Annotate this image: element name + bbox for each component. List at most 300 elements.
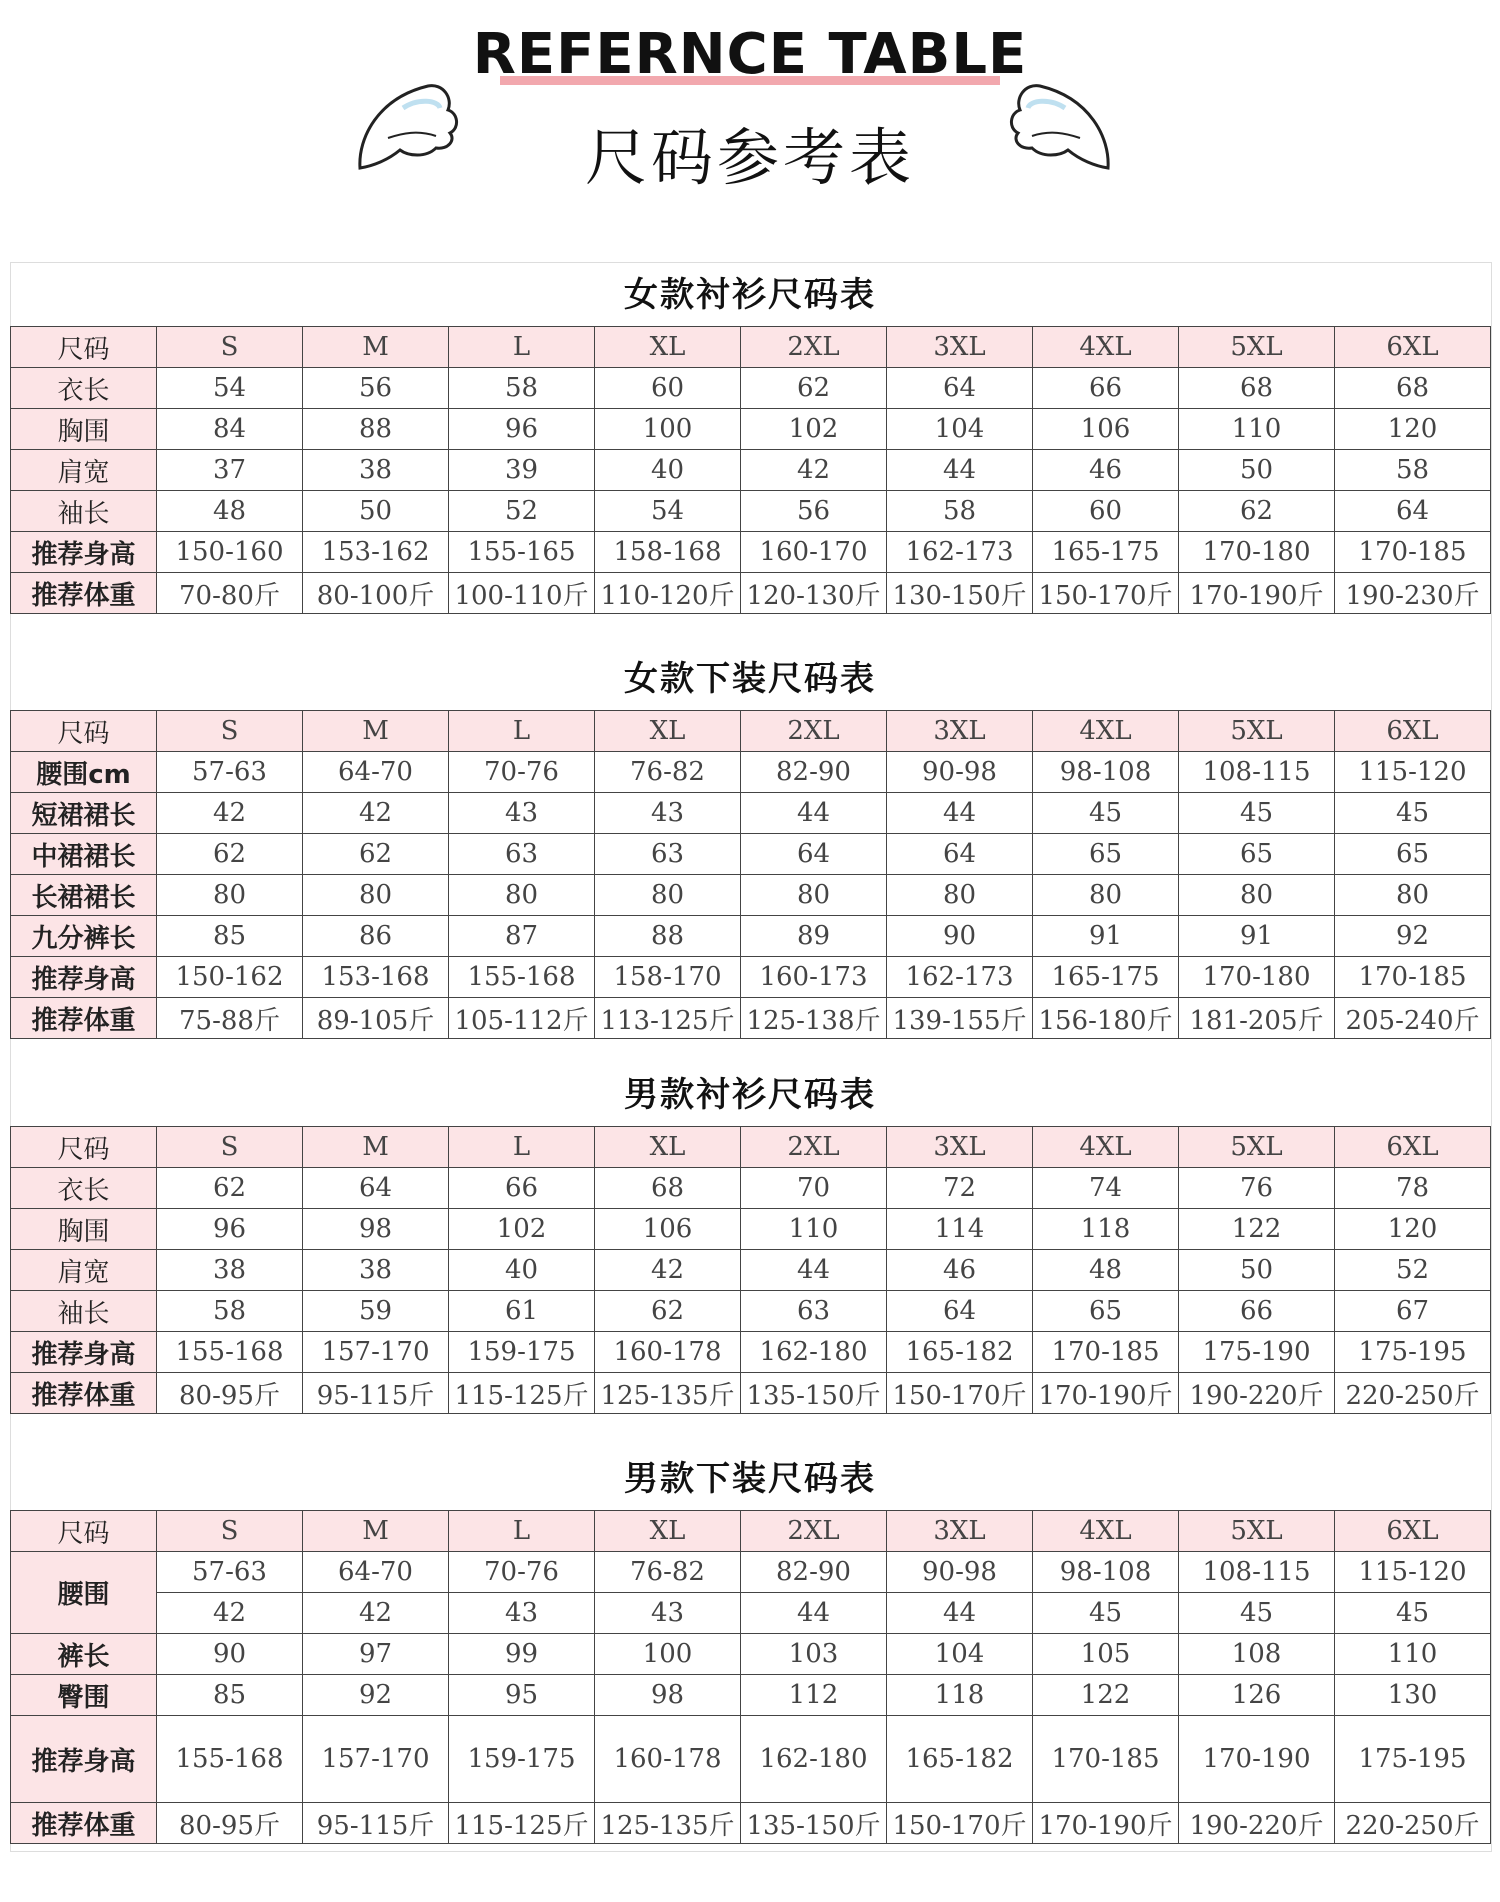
cell: 70 <box>741 1168 887 1209</box>
cell: 160-178 <box>595 1716 741 1803</box>
cell: 80-95斤 <box>157 1373 303 1414</box>
cell: 98 <box>303 1209 449 1250</box>
cell: 102 <box>449 1209 595 1250</box>
size-cell: 3XL <box>887 1511 1033 1552</box>
cell: 80 <box>1335 875 1491 916</box>
cell: 181-205斤 <box>1179 998 1335 1039</box>
cell: 162-173 <box>887 957 1033 998</box>
cell: 170-190 <box>1179 1716 1335 1803</box>
cell: 122 <box>1179 1209 1335 1250</box>
cell: 118 <box>1033 1209 1179 1250</box>
cell: 113-125斤 <box>595 998 741 1039</box>
cell: 40 <box>595 450 741 491</box>
cell: 57-63 <box>157 752 303 793</box>
table-row <box>11 998 1491 1039</box>
size-cell: 4XL <box>1033 1127 1179 1168</box>
cell: 120-130斤 <box>741 573 887 614</box>
cell: 130-150斤 <box>887 573 1033 614</box>
cell: 126 <box>1179 1675 1335 1716</box>
cell: 122 <box>1033 1675 1179 1716</box>
cell: 72 <box>887 1168 1033 1209</box>
row-label: 胸围 <box>11 1209 157 1250</box>
cell: 44 <box>887 1593 1033 1634</box>
size-cell: XL <box>595 1127 741 1168</box>
size-cell: 6XL <box>1335 1511 1491 1552</box>
cell: 45 <box>1335 1593 1491 1634</box>
cell: 80-95斤 <box>157 1803 303 1844</box>
size-cell: S <box>157 1127 303 1168</box>
row-label: 衣长 <box>11 1168 157 1209</box>
cell: 75-88斤 <box>157 998 303 1039</box>
cell: 68 <box>1335 368 1491 409</box>
men-bottom-table <box>10 1510 1491 1844</box>
cell: 62 <box>595 1291 741 1332</box>
cell: 62 <box>1179 491 1335 532</box>
table-row <box>11 916 1491 957</box>
cell: 110-120斤 <box>595 573 741 614</box>
cell: 80 <box>303 875 449 916</box>
cell: 65 <box>1179 834 1335 875</box>
cell: 120 <box>1335 1209 1491 1250</box>
right-wing-icon <box>990 78 1120 178</box>
row-label: 腰围 <box>11 1552 157 1634</box>
size-cell: M <box>303 1127 449 1168</box>
size-cell: M <box>303 327 449 368</box>
cell: 87 <box>449 916 595 957</box>
size-cell: L <box>449 1511 595 1552</box>
cell: 165-182 <box>887 1332 1033 1373</box>
cell: 115-120 <box>1335 1552 1491 1593</box>
cell: 84 <box>157 409 303 450</box>
women-top-title: 女款衬衫尺码表 <box>624 275 876 315</box>
men-top-title: 男款衬衫尺码表 <box>624 1075 876 1115</box>
size-header-label: 尺码 <box>11 1511 157 1552</box>
english-title: REFERNCE TABLE <box>472 22 1028 87</box>
cell: 95 <box>449 1675 595 1716</box>
cell: 68 <box>595 1168 741 1209</box>
cell: 64 <box>303 1168 449 1209</box>
row-label: 推荐体重 <box>11 1373 157 1414</box>
cell: 100 <box>595 1634 741 1675</box>
table-row <box>11 573 1491 614</box>
cell: 135-150斤 <box>741 1803 887 1844</box>
table-row <box>11 368 1491 409</box>
cell: 44 <box>741 1593 887 1634</box>
cell: 165-175 <box>1033 532 1179 573</box>
cell: 95-115斤 <box>303 1803 449 1844</box>
size-cell: 5XL <box>1179 1511 1335 1552</box>
size-cell: 5XL <box>1179 327 1335 368</box>
cell: 89-105斤 <box>303 998 449 1039</box>
cell: 80 <box>449 875 595 916</box>
cell: 105 <box>1033 1634 1179 1675</box>
cell: 98-108 <box>1033 1552 1179 1593</box>
cell: 46 <box>887 1250 1033 1291</box>
cell: 139-155斤 <box>887 998 1033 1039</box>
cell: 150-170斤 <box>887 1803 1033 1844</box>
cell: 110 <box>1335 1634 1491 1675</box>
cell: 190-220斤 <box>1179 1373 1335 1414</box>
row-label: 短裙裙长 <box>11 793 157 834</box>
size-cell: 5XL <box>1179 711 1335 752</box>
cell: 106 <box>595 1209 741 1250</box>
row-label: 九分裤长 <box>11 916 157 957</box>
men-bottom-section <box>10 1448 1490 1844</box>
page-header <box>0 0 1500 260</box>
cell: 150-162 <box>157 957 303 998</box>
cell: 100 <box>595 409 741 450</box>
cell: 96 <box>449 409 595 450</box>
cell: 45 <box>1179 1593 1335 1634</box>
cell: 175-195 <box>1335 1716 1491 1803</box>
cell: 44 <box>741 1250 887 1291</box>
cell: 155-165 <box>449 532 595 573</box>
cell: 65 <box>1033 1291 1179 1332</box>
table-row <box>11 875 1491 916</box>
size-header-row <box>11 1127 1491 1168</box>
cell: 52 <box>449 491 595 532</box>
cell: 65 <box>1335 834 1491 875</box>
cell: 157-170 <box>303 1716 449 1803</box>
cell: 104 <box>887 409 1033 450</box>
cell: 165-182 <box>887 1716 1033 1803</box>
row-label: 腰围cm <box>11 752 157 793</box>
cell: 120 <box>1335 409 1491 450</box>
cell: 42 <box>595 1250 741 1291</box>
cell: 64 <box>887 1291 1033 1332</box>
cell: 118 <box>887 1675 1033 1716</box>
cell: 50 <box>303 491 449 532</box>
size-header-row <box>11 1511 1491 1552</box>
cell: 42 <box>303 793 449 834</box>
cell: 64-70 <box>303 1552 449 1593</box>
men-top-section <box>10 1064 1490 1414</box>
cell: 62 <box>157 1168 303 1209</box>
cell: 110 <box>741 1209 887 1250</box>
women-top-table <box>10 326 1491 614</box>
cell: 88 <box>595 916 741 957</box>
size-cell: 3XL <box>887 711 1033 752</box>
cell: 105-112斤 <box>449 998 595 1039</box>
cell: 86 <box>303 916 449 957</box>
cell: 45 <box>1179 793 1335 834</box>
cell: 114 <box>887 1209 1033 1250</box>
cell: 220-250斤 <box>1335 1803 1491 1844</box>
table-row <box>11 1168 1491 1209</box>
cell: 112 <box>741 1675 887 1716</box>
size-header-label: 尺码 <box>11 327 157 368</box>
cell: 155-168 <box>157 1716 303 1803</box>
cell: 50 <box>1179 1250 1335 1291</box>
cell: 165-175 <box>1033 957 1179 998</box>
women-top-section <box>10 264 1490 614</box>
cell: 115-125斤 <box>449 1373 595 1414</box>
cell: 158-170 <box>595 957 741 998</box>
cell: 66 <box>1179 1291 1335 1332</box>
cell: 108-115 <box>1179 752 1335 793</box>
cell: 90 <box>157 1634 303 1675</box>
size-header-label: 尺码 <box>11 1127 157 1168</box>
table-row <box>11 1250 1491 1291</box>
table-row <box>11 834 1491 875</box>
size-cell: 6XL <box>1335 711 1491 752</box>
cell: 95-115斤 <box>303 1373 449 1414</box>
cell: 170-190斤 <box>1033 1803 1179 1844</box>
row-label: 臀围 <box>11 1675 157 1716</box>
cell: 63 <box>595 834 741 875</box>
cell: 42 <box>741 450 887 491</box>
table-row <box>11 532 1491 573</box>
cell: 54 <box>157 368 303 409</box>
table-row <box>11 1593 1491 1634</box>
cell: 42 <box>303 1593 449 1634</box>
row-label: 推荐体重 <box>11 573 157 614</box>
cell: 99 <box>449 1634 595 1675</box>
cell: 39 <box>449 450 595 491</box>
row-label: 推荐身高 <box>11 532 157 573</box>
cell: 160-178 <box>595 1332 741 1373</box>
cell: 85 <box>157 916 303 957</box>
cell: 80 <box>887 875 1033 916</box>
cell: 48 <box>1033 1250 1179 1291</box>
table-row <box>11 1552 1491 1593</box>
cell: 150-170斤 <box>887 1373 1033 1414</box>
size-header-label: 尺码 <box>11 711 157 752</box>
cell: 98-108 <box>1033 752 1179 793</box>
cell: 106 <box>1033 409 1179 450</box>
cell: 90-98 <box>887 752 1033 793</box>
cell: 170-180 <box>1179 957 1335 998</box>
table-row <box>11 1675 1491 1716</box>
cell: 64-70 <box>303 752 449 793</box>
cell: 70-76 <box>449 1552 595 1593</box>
cell: 37 <box>157 450 303 491</box>
cell: 89 <box>741 916 887 957</box>
table-row <box>11 1803 1491 1844</box>
women-bottom-table <box>10 710 1491 1039</box>
table-row <box>11 957 1491 998</box>
size-cell: S <box>157 327 303 368</box>
cell: 43 <box>449 1593 595 1634</box>
cell: 153-168 <box>303 957 449 998</box>
cell: 57-63 <box>157 1552 303 1593</box>
row-label: 中裙裙长 <box>11 834 157 875</box>
cell: 80 <box>157 875 303 916</box>
cell: 54 <box>595 491 741 532</box>
cell: 46 <box>1033 450 1179 491</box>
cell: 66 <box>449 1168 595 1209</box>
cell: 78 <box>1335 1168 1491 1209</box>
cell: 153-162 <box>303 532 449 573</box>
size-cell: 6XL <box>1335 327 1491 368</box>
cell: 135-150斤 <box>741 1373 887 1414</box>
women-bottom-title: 女款下装尺码表 <box>624 659 876 699</box>
cell: 85 <box>157 1675 303 1716</box>
table-row <box>11 1716 1491 1803</box>
cell: 125-135斤 <box>595 1373 741 1414</box>
cell: 110 <box>1179 409 1335 450</box>
cell: 115-120 <box>1335 752 1491 793</box>
cell: 97 <box>303 1634 449 1675</box>
cell: 80 <box>1033 875 1179 916</box>
cell: 44 <box>887 793 1033 834</box>
cell: 44 <box>741 793 887 834</box>
cell: 42 <box>157 793 303 834</box>
cell: 82-90 <box>741 752 887 793</box>
cell: 44 <box>887 450 1033 491</box>
size-cell: L <box>449 327 595 368</box>
cell: 115-125斤 <box>449 1803 595 1844</box>
cell: 58 <box>157 1291 303 1332</box>
cell: 58 <box>887 491 1033 532</box>
cell: 64 <box>887 368 1033 409</box>
men-top-table <box>10 1126 1491 1414</box>
cell: 64 <box>741 834 887 875</box>
table-row <box>11 752 1491 793</box>
size-cell: M <box>303 1511 449 1552</box>
cell: 160-173 <box>741 957 887 998</box>
cell: 125-138斤 <box>741 998 887 1039</box>
row-label: 胸围 <box>11 409 157 450</box>
size-cell: L <box>449 1127 595 1168</box>
size-header-row <box>11 711 1491 752</box>
row-label: 推荐身高 <box>11 957 157 998</box>
cell: 74 <box>1033 1168 1179 1209</box>
size-cell: 3XL <box>887 1127 1033 1168</box>
cell: 66 <box>1033 368 1179 409</box>
table-row <box>11 1332 1491 1373</box>
row-label: 肩宽 <box>11 450 157 491</box>
left-wing-icon <box>348 78 478 178</box>
cell: 92 <box>1335 916 1491 957</box>
cell: 162-180 <box>741 1332 887 1373</box>
cell: 43 <box>595 793 741 834</box>
cell: 175-190 <box>1179 1332 1335 1373</box>
size-header-row <box>11 327 1491 368</box>
cell: 160-170 <box>741 532 887 573</box>
cell: 100-110斤 <box>449 573 595 614</box>
chinese-title: 尺码参考表 <box>584 121 915 194</box>
cell: 103 <box>741 1634 887 1675</box>
cell: 38 <box>157 1250 303 1291</box>
cell: 155-168 <box>157 1332 303 1373</box>
cell: 125-135斤 <box>595 1803 741 1844</box>
cell: 170-180 <box>1179 532 1335 573</box>
women-bottom-section <box>10 648 1490 1039</box>
cell: 40 <box>449 1250 595 1291</box>
cell: 91 <box>1033 916 1179 957</box>
cell: 61 <box>449 1291 595 1332</box>
size-cell: XL <box>595 327 741 368</box>
cell: 90-98 <box>887 1552 1033 1593</box>
cell: 58 <box>1335 450 1491 491</box>
cell: 64 <box>887 834 1033 875</box>
size-cell: 2XL <box>741 1511 887 1552</box>
cell: 80-100斤 <box>303 573 449 614</box>
cell: 43 <box>595 1593 741 1634</box>
size-cell: XL <box>595 711 741 752</box>
cell: 52 <box>1335 1250 1491 1291</box>
cell: 42 <box>157 1593 303 1634</box>
cell: 155-168 <box>449 957 595 998</box>
cell: 65 <box>1033 834 1179 875</box>
cell: 92 <box>303 1675 449 1716</box>
table-row <box>11 409 1491 450</box>
cell: 62 <box>157 834 303 875</box>
cell: 64 <box>1335 491 1491 532</box>
cell: 170-185 <box>1335 957 1491 998</box>
size-cell: 4XL <box>1033 1511 1179 1552</box>
table-row <box>11 491 1491 532</box>
table-row <box>11 793 1491 834</box>
cell: 56 <box>303 368 449 409</box>
cell: 45 <box>1033 1593 1179 1634</box>
cell: 96 <box>157 1209 303 1250</box>
cell: 150-170斤 <box>1033 573 1179 614</box>
cell: 60 <box>1033 491 1179 532</box>
men-bottom-title: 男款下装尺码表 <box>624 1459 876 1499</box>
cell: 158-168 <box>595 532 741 573</box>
row-label: 推荐体重 <box>11 1803 157 1844</box>
size-cell: M <box>303 711 449 752</box>
cell: 88 <box>303 409 449 450</box>
size-cell: L <box>449 711 595 752</box>
cell: 102 <box>741 409 887 450</box>
cell: 68 <box>1179 368 1335 409</box>
cell: 104 <box>887 1634 1033 1675</box>
cell: 67 <box>1335 1291 1491 1332</box>
cell: 190-220斤 <box>1179 1803 1335 1844</box>
cell: 156-180斤 <box>1033 998 1179 1039</box>
cell: 108-115 <box>1179 1552 1335 1593</box>
cell: 45 <box>1335 793 1491 834</box>
size-cell: S <box>157 711 303 752</box>
cell: 63 <box>449 834 595 875</box>
cell: 38 <box>303 1250 449 1291</box>
cell: 220-250斤 <box>1335 1373 1491 1414</box>
cell: 170-185 <box>1033 1332 1179 1373</box>
cell: 63 <box>741 1291 887 1332</box>
cell: 60 <box>595 368 741 409</box>
cell: 70-80斤 <box>157 573 303 614</box>
cell: 170-190斤 <box>1179 573 1335 614</box>
cell: 150-160 <box>157 532 303 573</box>
size-cell: 2XL <box>741 327 887 368</box>
cell: 190-230斤 <box>1335 573 1491 614</box>
row-label: 推荐体重 <box>11 998 157 1039</box>
table-row <box>11 1373 1491 1414</box>
cell: 170-185 <box>1335 532 1491 573</box>
cell: 98 <box>595 1675 741 1716</box>
cell: 45 <box>1033 793 1179 834</box>
cell: 91 <box>1179 916 1335 957</box>
size-cell: 6XL <box>1335 1127 1491 1168</box>
cell: 43 <box>449 793 595 834</box>
size-cell: 4XL <box>1033 327 1179 368</box>
cell: 80 <box>1179 875 1335 916</box>
cell: 82-90 <box>741 1552 887 1593</box>
size-cell: 2XL <box>741 711 887 752</box>
cell: 58 <box>449 368 595 409</box>
cell: 205-240斤 <box>1335 998 1491 1039</box>
row-label: 肩宽 <box>11 1250 157 1291</box>
cell: 175-195 <box>1335 1332 1491 1373</box>
row-label: 袖长 <box>11 1291 157 1332</box>
cell: 76-82 <box>595 752 741 793</box>
table-row <box>11 1209 1491 1250</box>
cell: 76-82 <box>595 1552 741 1593</box>
cell: 76 <box>1179 1168 1335 1209</box>
